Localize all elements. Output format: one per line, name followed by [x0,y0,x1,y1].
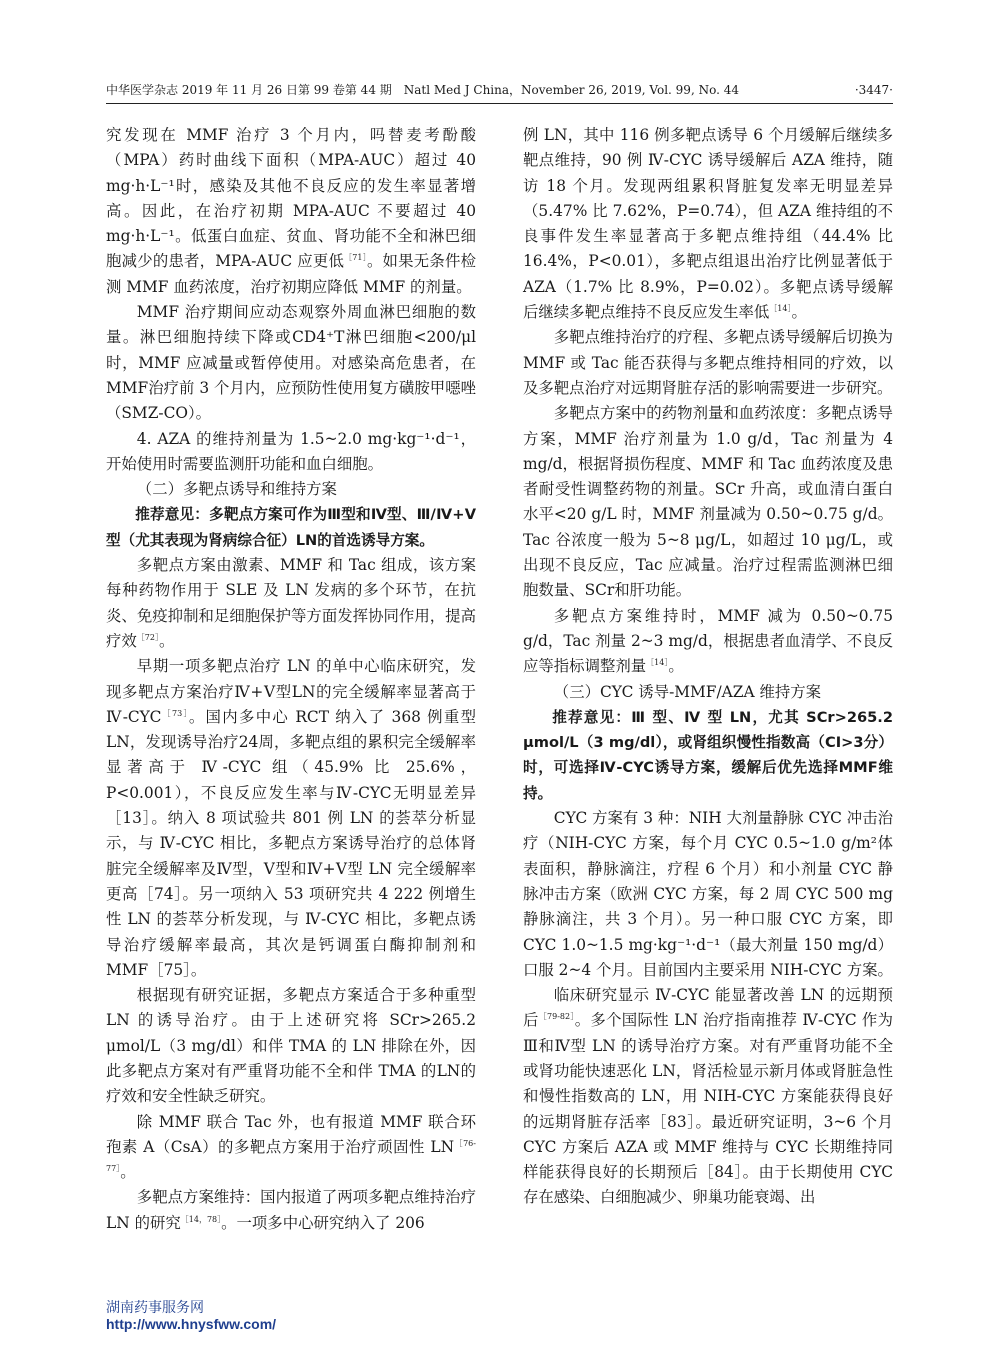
paragraph: 究发现在 MMF 治疗 3 个月内，吗替麦考酚酸（MPA）药时曲线下面积（MPA-AUC）超过 40 mg·h·L⁻¹时，感染及其他不良反应的发生率显著增高。因此，在治疗初期 MPA-AUC 不要超过 40 mg·h·L⁻¹。低蛋白血症、贫血、肾功能不全和淋巴细胞减少的患者，MPA-AUC 应更低$^{[71]}$。如果无条件检测 MMF 血药浓度，治疗初期应降低 MMF 的剂量。 [106,126,476,296]
citation-ref: ［72］ [136,632,159,642]
paragraph: 除 MMF 联合 Tac 外，也有报道 MMF 联合环孢素 A（CsA）的多靶点方案用于治疗顽固性 $LN^{[76-77]}$。 [106,1112,476,1182]
paragraph: MMF 治疗期间应动态观察外周血淋巴细胞的数量。淋巴细胞持续下降或CD4⁺T淋巴细胞<200/μl时，MMF 应减量或暂停使用。对感染高危患者，在MMF治疗前 3 个月内，应预防性使用复方磺胺甲噁唑（SMZ-CO）。 [106,303,476,423]
paragraph: 多靶点方案中的药物剂量和血药浓度：多靶点诱导方案，MMF 治疗剂量为 1.0 g/d，Tac 剂量为 4 mg/d，根据肾损伤程度、MMF 和 Tac 血药浓度及患者耐受性调整药物的剂量。SCr 升高，或血清白蛋白水平<20 g/L 时，MMF 剂量减为 0.50~0.75 g/d。Tac 谷浓度一般为 5~8 μg/L，如超过 10 μg/L，或出现不良反应，Tac 应减量。治疗过程需监测淋巴细胞数量、SCr和肝功能。 [523,404,893,600]
journal-citation: 中华医学杂志 2019 年 11 月 26 日第 99 卷第 44 期 Natl Med J China，November 26, 2019, Vol. 99, No. 44 [106,83,739,97]
footer-site-name: 湖南药事服务网 [106,1300,204,1316]
page-number: ·3447· [854,83,893,97]
paragraph: 多靶点维持治疗的疗程、多靶点诱导缓解后切换为 MMF 或 Tac 能否获得与多靶点维持相同的疗效，以及多靶点治疗对远期肾脏存活的影响需要进一步研究。 [523,328,893,397]
citation-ref: ［71］ [344,253,367,263]
paragraph: 例 LN，其中 116 例多靶点诱导 6 个月缓解后继续多靶点维持，90 例 Ⅳ-CYC 诱导缓解后 AZA 维持，随访 18 个月。发现两组累积肾脏复发率无明显差异（5.47% 比 7.62%，P=0.74），但 AZA 维持组的不良事件发生率显著高于多靶点维持组（44.4% 比 16.4%，P<0.01），多靶点组退出治疗比例显著低于 AZA（1.7% 比 8.9%，P=0.02）。多靶点诱导缓解后继续多靶点维持不良反应发生率低$^{[14]}$。 [523,126,893,322]
right-column [523,123,893,1211]
paragraph: 根据现有研究证据，多靶点方案适合于多种重型 LN 的诱导治疗。由于上述研究将 SCr>265.2 μmol/L（3 mg/dl）和伴 TMA 的 LN 排除在外，因此多靶点方案对有严重肾功能不全和伴 TMA 的LN的疗效和安全性缺乏研究。 [106,986,476,1106]
paragraph: CYC 方案有 3 种：NIH 大剂量静脉 CYC 冲击治疗（NIH-CYC 方案，每个月 CYC 0.5~1.0 g/m²体表面积，静脉滴注，疗程 6 个月）和小剂量 CYC 静脉冲击方案（欧洲 CYC 方案，每 2 周 CYC 500 mg 静脉滴注，共 3 个月）。另一种口服 CYC 方案，即 CYC 1.0~1.5 mg·kg⁻¹·d⁻¹（最大剂量 150 mg/d）口服 2~4 个月。目前国内主要采用 NIH-CYC 方案。 [523,809,893,979]
paragraph: 临床研究显示 Ⅳ-CYC 能显著改善 LN 的远期预后$^{[79-82]}$。多个国际性 LN 治疗指南推荐 Ⅳ-CYC 作为Ⅲ和Ⅳ型 LN 的诱导治疗方案。对有严重肾功能不全或肾功能快速恶化 LN，肾活检显示新月体或肾脏急性和慢性指数高的 LN，用 NIH-CYC 方案能获得良好的远期肾脏存活率［83］。最近研究证明，3~6 个月 CYC 方案后 AZA 或 MMF 维持与 CYC 长期维持同样能获得良好的长期预后［84］。由于长期使用 CYC 存在感染、白细胞减少、卵巢功能衰竭、出 [523,986,893,1207]
section-heading: （三）CYC 诱导-MMF/AZA 维持方案 [553,682,822,701]
recommendation: 推荐意见：多靶点方案可作为Ⅲ型和Ⅳ型、Ⅲ/Ⅳ+Ⅴ型（尤其表现为肾病综合征）LN的首选诱导方案。 [106,506,476,549]
paragraph: 多靶点方案维持：国内报道了两项多靶点维持治疗 LN 的研究$^{[14,78]}$。一项多中心研究纳入了 206 [106,1188,476,1232]
citation-ref: ［14，78］ [180,1214,222,1224]
citation-ref: ［73］ [161,708,189,718]
header-rule [106,103,893,104]
citation-ref: ［76-77］ [106,1138,476,1174]
paragraph: 多靶点方案由激素、MMF 和 Tac 组成，该方案每种药物作用于 SLE 及 LN 发病的多个环节，在抗炎、免疫抑制和足细胞保护等方面发挥协同作用，提高疗效$^{[72]}$。 [106,556,476,650]
paragraph: 多靶点方案维持时，MMF 减为 0.50~0.75 g/d，Tac 剂量 2~3 mg/d，根据患者血清学、不良反应等指标调整剂量$^{[14]}$。 [523,606,893,676]
section-heading: （二）多靶点诱导和维持方案 [136,480,337,499]
paragraph: 早期一项多靶点治疗 LN 的单中心临床研究，发现多靶点方案治疗Ⅳ+Ⅴ型LN的完全缓解率显著高于$Ⅳ-CYC^{[73]}$。国内多中心 RCT 纳入了 368 例重型LN，发现诱导治疗24周，多靶点组的累积完全缓解率显著高于 Ⅳ-CYC 组（45.9% 比 25.6%，P<0.001），不良反应发生率与Ⅳ-CYC无明显差异［13］。纳入 8 项试验共 801 例 LN 的荟萃分析显示，与 Ⅳ-CYC 相比，多靶点方案诱导治疗的总体肾脏完全缓解率及Ⅳ型，Ⅴ型和Ⅳ+Ⅴ型 LN 完全缓解率更高［74］。另一项纳入 53 项研究共 4 222 例增生性 LN 的荟萃分析发现，与 Ⅳ-CYC 相比，多靶点诱导治疗缓解率最高，其次是钙调蛋白酶抑制剂和 MMF［75］。 [106,657,476,979]
paragraph: 4. AZA 的维持剂量为 1.5~2.0 mg·kg⁻¹·d⁻¹，开始使用时需要监测肝功能和血白细胞。 [106,429,476,473]
recommendation: 推荐意见：Ⅲ 型、Ⅳ 型 LN，尤其 SCr>265.2 μmol/L（3 mg/dl），或肾组织慢性指数高（CI>3分）时，可选择Ⅳ-CYC诱导方案，缓解后优先选择MMF维持。 [523,708,893,802]
footer-url-link[interactable]: http://www.hnysfww.com/ [106,1316,277,1332]
citation-ref: ［14］ [769,303,792,313]
citation-ref: ［79-82］ [538,1012,575,1022]
left-column [106,123,476,1236]
citation-ref: ［14］ [646,658,669,668]
